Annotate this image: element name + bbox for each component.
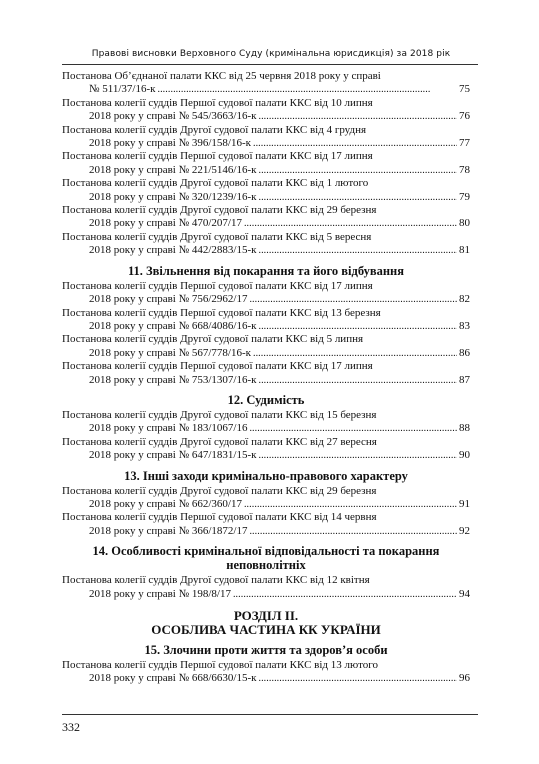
entry-title: Постанова колегії суддів Першої судової палати ККС від 13 лютого [62, 659, 378, 671]
dot-leader [157, 83, 457, 96]
entry-page-number: 79 [459, 190, 470, 203]
toc-entry [62, 204, 470, 231]
toc-entry [62, 280, 470, 307]
entry-case-line [62, 672, 470, 685]
dot-leader [244, 498, 457, 511]
entry-case-line [62, 449, 470, 462]
toc-entry [62, 360, 470, 387]
entry-case-number: 2018 року у справі № 396/158/16-к [89, 137, 251, 150]
entry-case-number: 2018 року у справі № 545/3663/16-к [89, 110, 257, 123]
entry-title: Постанова колегії суддів Першої судової палати ККС від 17 липня [62, 150, 373, 163]
entry-case-line [62, 498, 470, 511]
entry-case-number: 2018 року у справі № 470/207/17 [89, 217, 242, 230]
entry-title: Постанова колегії суддів Першої судової палати ККС від 13 березня [62, 306, 381, 319]
entry-page-number: 90 [459, 449, 470, 462]
entry-case-line [62, 217, 470, 230]
toc-entry [62, 231, 470, 258]
entry-page-number: 75 [459, 83, 470, 96]
toc-entry [62, 70, 470, 97]
entry-case-number: 2018 року у справі № 221/5146/16-к [89, 163, 257, 176]
entry-title: Постанова колегії суддів Другої судової палати ККС від 5 липня [62, 333, 364, 346]
running-head: Правові висновки Верховного Суду (кримінальна юрисдикція) за 2018 рік [91, 49, 451, 59]
entry-page-number: 80 [459, 217, 470, 230]
entry-title: Постанова колегії суддів Першої судової палати ККС від 17 липня [62, 360, 373, 373]
entry-case-line [62, 293, 470, 306]
entry-page-number: 87 [459, 373, 470, 386]
entry-page-number: 91 [459, 497, 470, 510]
footer-rule [62, 714, 478, 715]
dot-leader [258, 244, 457, 257]
entry-title: Постанова колегії суддів Другої судової палати ККС від 12 квітня [62, 574, 370, 587]
toc-entry [62, 97, 470, 124]
entry-title: Постанова колегії суддів Першої судової палати ККС від 17 липня [62, 279, 373, 292]
dot-leader [258, 449, 457, 462]
section-heading: 11. Звільнення від покарання та його відбування [127, 263, 405, 278]
dot-leader [258, 110, 457, 123]
entry-case-number: 2018 року у справі № 756/2962/17 [89, 293, 248, 306]
page-number: 332 [62, 720, 80, 734]
dot-leader [253, 137, 457, 150]
entry-page-number: 86 [459, 346, 470, 359]
toc-entry [62, 333, 470, 360]
dot-leader [249, 525, 457, 538]
entry-page-number: 92 [459, 524, 470, 537]
dot-leader [233, 588, 457, 601]
section-heading: 15. Злочини проти життя та здоров’я особи [144, 643, 388, 657]
entry-case-number: 2018 року у справі № 647/1831/15-к [89, 449, 257, 462]
entry-title: Постанова колегії суддів Другої судової палати ККС від 29 березня [62, 204, 377, 217]
entry-title: Постанова колегії суддів Другої судової палати ККС від 27 вересня [62, 435, 377, 448]
entry-page-number: 77 [459, 137, 470, 150]
entry-title: Постанова колегії суддів Другої судової палати ККС від 1 лютого [62, 177, 369, 190]
entry-case-line [62, 588, 470, 601]
entry-case-line [62, 525, 470, 538]
dot-leader [258, 672, 457, 685]
entry-case-line [62, 422, 470, 435]
entry-page-number: 88 [459, 422, 470, 435]
dot-leader [258, 320, 457, 333]
entry-case-number: 2018 року у справі № 662/360/17 [89, 497, 242, 510]
toc-entry [62, 659, 470, 686]
entry-title: Постанова колегії суддів Другої судової палати ККС від 29 березня [62, 484, 377, 497]
entry-case-number: 2018 року у справі № 668/4086/16-к [89, 319, 257, 332]
entry-title: Постанова Об’єднаної палати ККС від 25 червня 2018 року у справі [62, 70, 381, 82]
dot-leader [258, 191, 457, 204]
dot-leader [249, 422, 457, 435]
entry-title: Постанова колегії суддів Другої судової палати ККС від 5 вересня [62, 230, 372, 243]
entry-page-number: 76 [459, 110, 470, 123]
entry-case-line [62, 347, 470, 360]
entry-case-number: 2018 року у справі № 366/1872/17 [89, 524, 248, 537]
entry-page-number: 78 [459, 163, 470, 176]
entry-case-line [62, 83, 470, 96]
entry-case-number: 2018 року у справі № 668/6630/15-к [89, 672, 257, 685]
entry-case-line [62, 137, 470, 150]
entry-title: Постанова колегії суддів Другої судової палати ККС від 4 грудня [62, 123, 367, 136]
part-heading [62, 609, 470, 637]
toc-entry [62, 409, 470, 436]
toc-entry [62, 177, 470, 204]
dot-leader [253, 347, 457, 360]
section-heading: 13. Інші заходи кримінально-правового характеру [124, 468, 408, 483]
part-label: РОЗДІЛ ІІ. [233, 608, 299, 623]
dot-leader [258, 164, 457, 177]
entry-case-number: 2018 року у справі № 567/778/16-к [89, 346, 251, 359]
entry-case-line [62, 164, 470, 177]
entry-case-number: 2018 року у справі № 198/8/17 [89, 587, 231, 600]
entry-case-number: 2018 року у справі № 320/1239/16-к [89, 190, 257, 203]
section-heading: 12. Судимість [227, 392, 305, 407]
toc-entry [62, 307, 470, 334]
entry-case-line [62, 244, 470, 257]
toc-entry [62, 150, 470, 177]
toc-entry [62, 511, 470, 538]
entry-page-number: 81 [459, 244, 470, 257]
entry-page-number: 82 [459, 293, 470, 306]
entry-case-line [62, 320, 470, 333]
entry-title: Постанова колегії суддів Першої судової палати ККС від 14 червня [62, 511, 377, 524]
entry-page-number: 94 [459, 587, 470, 600]
dot-leader [258, 374, 457, 387]
dot-leader [244, 217, 457, 230]
section-heading: 14. Особливості кримінальної відповідальності та покарання неповнолітніх [92, 544, 440, 573]
entry-case-number: 2018 року у справі № 183/1067/16 [89, 422, 248, 435]
toc-entry [62, 124, 470, 151]
toc-entry [62, 436, 470, 463]
dot-leader [249, 293, 457, 306]
entry-title: Постанова колегії суддів Другої судової палати ККС від 15 березня [62, 408, 377, 421]
toc-entry [62, 574, 470, 601]
table-of-contents [62, 70, 470, 686]
header-rule [62, 64, 478, 65]
part-title: ОСОБЛИВА ЧАСТИНА КК УКРАЇНИ [151, 622, 381, 637]
entry-case-line [62, 191, 470, 204]
entry-page-number: 96 [459, 672, 470, 685]
entry-case-number: № 511/37/16-к [89, 83, 156, 96]
entry-case-number: 2018 року у справі № 442/2883/15-к [89, 244, 257, 257]
entry-case-line [62, 110, 470, 123]
entry-title: Постанова колегії суддів Першої судової палати ККС від 10 липня [62, 96, 373, 109]
entry-page-number: 83 [459, 319, 470, 332]
entry-case-number: 2018 року у справі № 753/1307/16-к [89, 373, 257, 386]
entry-case-line [62, 374, 470, 387]
toc-entry [62, 485, 470, 512]
